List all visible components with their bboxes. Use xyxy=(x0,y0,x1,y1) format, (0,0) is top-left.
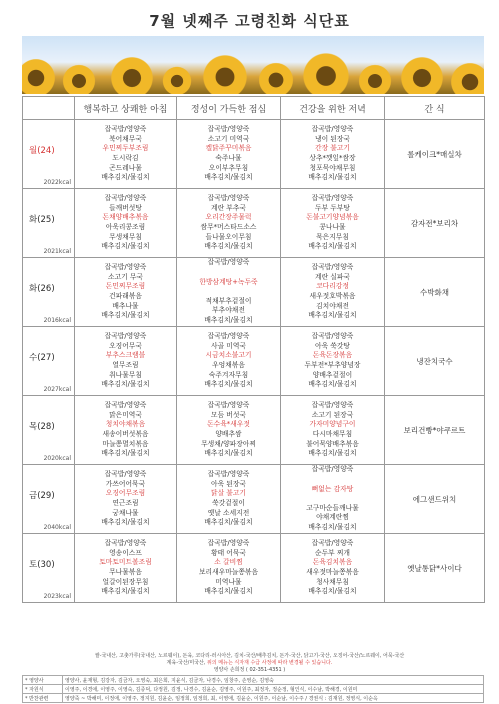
menu-item: 잡곡밥/영양죽 xyxy=(104,194,147,203)
menu-item: 배추김치/물김치 xyxy=(204,380,253,389)
menu-item: 잡곡밥/영양죽 xyxy=(311,465,354,474)
menu-item: 배추김치/물김치 xyxy=(101,587,150,596)
menu-item: 콩나나물 xyxy=(319,223,346,231)
menu-item: 소고기 미역국 xyxy=(207,134,250,143)
menu-item: 영송이스프 xyxy=(109,548,142,557)
snack-item: 에그샌드위치 xyxy=(412,494,457,504)
menu-header-row xyxy=(23,97,485,120)
menu-item: 들깨버섯탕 xyxy=(109,203,142,212)
menu-item: 잡곡밥/영양죽 xyxy=(104,263,147,272)
day-name: 월(24) xyxy=(29,146,55,156)
menu-item: 북어채무국 xyxy=(109,134,142,143)
menu-item: 우민찌두부조림 xyxy=(102,144,149,153)
menu-item: 배추김치/물김치 xyxy=(308,311,357,320)
menu-item: 잡곡밥/영양죽 xyxy=(207,470,250,479)
day-cell xyxy=(23,327,75,396)
menu-item: 닭살 불고기 xyxy=(211,489,246,498)
menu-item: 불어묵양배추볶음 xyxy=(306,439,359,448)
menu-item: 오이부추무침 xyxy=(208,163,249,172)
sunflower-image xyxy=(22,58,56,94)
menu-item: 청포묵야채무침 xyxy=(309,163,356,172)
menu-item: 뼈없는 감자탕 xyxy=(311,484,354,493)
menu-item: 황태 어묵국 xyxy=(211,548,246,557)
menu-item: 숙주나물 xyxy=(215,154,242,162)
sunflower-image xyxy=(110,56,154,94)
menu-item: 시금치소불고기 xyxy=(205,351,252,360)
menu-item: 배추김치/물김치 xyxy=(308,173,357,182)
menu-item: 배추김치/물김치 xyxy=(204,173,253,182)
menu-item: 배추김치/물김치 xyxy=(101,518,150,527)
sunflower-image xyxy=(358,64,392,94)
menu-item: 켈닭주꾸미볶음 xyxy=(205,144,252,153)
menu-item: 오징어무조림 xyxy=(105,489,146,498)
menu-item: 김치야채전 xyxy=(316,301,349,310)
day-name: 금(29) xyxy=(29,491,55,501)
menu-item: 곤드레나물 xyxy=(109,163,142,172)
menu-item: 배추김치/물김치 xyxy=(101,242,150,251)
menu-item: 아욱 쑥갓탕 xyxy=(315,341,350,350)
kcal-label: 2016kcal xyxy=(43,317,71,324)
snack-item: 옛날통닭*사이다 xyxy=(407,563,462,573)
menu-item: 잡곡밥/영양죽 xyxy=(311,401,354,410)
header-corner xyxy=(23,97,75,120)
dinner-cell xyxy=(281,534,385,603)
page-title: 7월 넷째주 고령친화 식단표 xyxy=(149,12,350,30)
lunch-cell xyxy=(177,534,281,603)
menu-item: 배추김치/물김치 xyxy=(101,380,150,389)
menu-item: 잡곡밥/영양죽 xyxy=(104,539,147,548)
menu-item: 잡곡밥/영양죽 xyxy=(207,401,250,410)
menu-item: 소 갈비찜 xyxy=(214,558,243,567)
header-lunch: 정성이 가득한 점심 xyxy=(177,97,281,120)
menu-item: 오징어무국 xyxy=(109,341,142,350)
breakfast-cell xyxy=(75,258,177,327)
staff-value: 영양사, 윤재형, 김강자, 김금자, 오영숙, 최은희, 지윤식, 김금자, 나경수, 임창주, 손영순, 김영숙 xyxy=(63,676,484,685)
breakfast-cell xyxy=(75,189,177,258)
snack-cell xyxy=(385,327,485,396)
menu-item: 사골 미역국 xyxy=(211,341,246,350)
day-row xyxy=(23,465,485,534)
menu-item: 얼갈이된장무침 xyxy=(102,577,149,586)
menu-item: 마늘쫑멸치볶음 xyxy=(102,439,149,448)
menu-item: 배추김치/물김치 xyxy=(308,587,357,596)
menu-item: 배추나물 xyxy=(112,301,139,310)
day-cell xyxy=(23,396,75,465)
snack-cell xyxy=(385,534,485,603)
menu-item: 건파래볶음 xyxy=(109,292,142,300)
menu-item: 양배추겉절이 xyxy=(312,370,353,379)
menu-item: 배추김치/물김치 xyxy=(308,449,357,458)
staff-row xyxy=(23,685,484,694)
origin-line: 쌀-국내산, 고춧가루(국내산, 노르웨이), 돈육, 코다리-러시아산, 김치-국산/배추김치, 돈가-국산, 닭고기-국산, 오징어-국산/노르웨이, 어묵-국산 xyxy=(94,653,405,659)
menu-item: 잡곡밥/영양죽 xyxy=(207,125,250,134)
header-dinner: 건강을 위한 저녁 xyxy=(281,97,385,120)
menu-item: 연근조림 xyxy=(112,499,139,507)
menu-item: 새송이버섯볶음 xyxy=(102,430,149,438)
day-cell xyxy=(23,534,75,603)
day-cell xyxy=(23,258,75,327)
menu-item: 미역나물 xyxy=(215,577,242,586)
menu-item: 돈채양배추볶음 xyxy=(102,213,149,222)
sunflower-image xyxy=(400,56,444,94)
snack-cell xyxy=(385,189,485,258)
breakfast-cell xyxy=(75,327,177,396)
kcal-label: 2023kcal xyxy=(43,593,71,600)
menu-item: 야채계란찜 xyxy=(316,513,349,522)
menu-item: 다시마채무침 xyxy=(312,430,353,438)
menu-item: 새우젓호박볶음 xyxy=(309,292,356,300)
kcal-label: 2020kcal xyxy=(43,455,71,462)
menu-item: 배추김치/물김치 xyxy=(204,587,253,596)
breakfast-cell xyxy=(75,120,177,189)
menu-item: 배추김치/물김치 xyxy=(308,242,357,251)
staff-row xyxy=(23,694,484,703)
origin-legend xyxy=(0,653,499,674)
dinner-cell xyxy=(281,120,385,189)
day-name: 수(27) xyxy=(29,353,55,363)
sunflower-image xyxy=(62,64,96,94)
dinner-cell xyxy=(281,327,385,396)
menu-item: 배추김치/물김치 xyxy=(101,173,150,182)
snack-item: 수박화채 xyxy=(420,287,449,297)
menu-item: 배추김치/물김치 xyxy=(308,522,357,531)
menu-item: 잡곡밥/영양죽 xyxy=(207,332,250,341)
sunflower-banner-image xyxy=(22,36,484,94)
staff-row xyxy=(23,676,484,685)
menu-item: 부추야채전 xyxy=(212,306,245,315)
kcal-label: 2040kcal xyxy=(43,524,71,531)
menu-item: 도시락김 xyxy=(112,154,139,162)
menu-item: 잡곡밥/영양죽 xyxy=(311,194,354,203)
menu-item: 돈수육*새우젓 xyxy=(207,420,250,429)
day-name: 화(26) xyxy=(29,284,55,294)
menu-item: 모듬 버섯국 xyxy=(211,410,246,419)
menu-item: 청치야채볶음 xyxy=(105,420,146,429)
menu-item: 돈불고기양념볶음 xyxy=(306,213,359,222)
day-name: 목(28) xyxy=(29,422,55,432)
staff-value: 영양죽 ~ 박해미, 이정애, 이영주, 정지원, 김윤순, 임정희, 임정희, 최, 이영애, 김윤순, 이원주, 이순남, 이수주 / 경권식 : 김재원, 정영식, 이순옥 xyxy=(63,694,484,703)
menu-item: 우엉채볶음 xyxy=(212,361,245,369)
menu-item: 잡곡밥/영양죽 xyxy=(311,332,354,341)
menu-item: 배추김치/물김치 xyxy=(308,380,357,389)
menu-item: 소고기 무국 xyxy=(108,272,143,281)
menu-item: 잡곡밥/영양죽 xyxy=(207,258,250,267)
dinner-cell xyxy=(281,189,385,258)
menu-item: 순두부 찌개 xyxy=(315,548,350,557)
snack-cell xyxy=(385,396,485,465)
menu-item: 새우젓마늘쫑볶음 xyxy=(306,568,359,576)
day-cell xyxy=(23,189,75,258)
menu-item: 가자미양념구이 xyxy=(309,420,356,429)
menu-item: 취나물무침 xyxy=(109,370,142,379)
menu-item: 잡곡밥/영양죽 xyxy=(207,194,250,203)
dinner-cell xyxy=(281,396,385,465)
menu-item: 부추스크램블 xyxy=(105,351,146,360)
menu-item: 토마토미트볼조림 xyxy=(99,558,152,567)
menu-item: 배추김치/물김치 xyxy=(101,449,150,458)
menu-item: 돈육김치볶음 xyxy=(312,558,353,567)
menu-item: 잡곡밥/영양죽 xyxy=(311,539,354,548)
notice-text: 위의 메뉴는 식자재 수급 사정에 따라 변경될 수 있습니다. xyxy=(207,660,333,666)
day-row xyxy=(23,534,485,603)
menu-item: 배추김치/물김치 xyxy=(204,315,253,324)
menu-item: 아욱 된장국 xyxy=(211,479,246,488)
menu-item: 옛날 소세지전 xyxy=(207,508,250,517)
dinner-cell xyxy=(281,465,385,534)
snack-item: 감자전*보리차 xyxy=(410,218,459,228)
menu-item: 적채부추겉절이 xyxy=(205,296,252,305)
menu-item: 배추김치/물김치 xyxy=(204,449,253,458)
menu-item: 계란 실파국 xyxy=(315,272,350,281)
day-row xyxy=(23,120,485,189)
kcal-label: 2022kcal xyxy=(43,179,71,186)
menu-item: 두부 두부탕 xyxy=(315,203,350,212)
staff-table xyxy=(22,675,484,703)
menu-item: 배추김치/물김치 xyxy=(204,518,253,527)
menu-item xyxy=(177,268,280,278)
snack-item: 보리건빵*야쿠르트 xyxy=(403,425,466,435)
snack-cell xyxy=(385,465,485,534)
menu-item: 아욱리콩조림 xyxy=(105,223,146,231)
menu-item: 청사채무침 xyxy=(316,577,349,586)
menu-item: 묵은지무침 xyxy=(316,232,349,241)
staff-label: * 영양사 xyxy=(23,676,63,685)
snack-item: 롤케이크*매실차 xyxy=(407,149,462,159)
menu-item: 무나물볶음 xyxy=(109,568,142,576)
menu-item: 돈육돈장볶음 xyxy=(312,351,353,360)
origin-line xyxy=(0,660,499,667)
sunflower-image xyxy=(162,66,192,94)
kcal-label: 2027kcal xyxy=(43,386,71,393)
menu-item: 들나물오이무침 xyxy=(205,232,252,241)
snack-cell xyxy=(385,258,485,327)
day-cell xyxy=(23,465,75,534)
menu-item: 냉이 된장국 xyxy=(315,134,350,143)
menu-item: 한방삼계탕+녹두죽 xyxy=(199,277,258,286)
menu-item: 배추김치/물김치 xyxy=(204,242,253,251)
day-row xyxy=(23,396,485,465)
lunch-cell xyxy=(177,120,281,189)
menu-item: 양배추쌈 xyxy=(215,430,242,438)
menu-item: 배추김치/물김치 xyxy=(101,311,150,320)
sunflower-image xyxy=(450,62,484,94)
menu-item: 소고기 된장국 xyxy=(311,410,354,419)
dietitian-contact: 영양사 손희정 ( 02-351-4351 ) xyxy=(213,667,286,673)
lunch-cell xyxy=(177,465,281,534)
lunch-cell xyxy=(177,327,281,396)
menu-table xyxy=(22,96,485,603)
lunch-cell xyxy=(177,258,281,327)
menu-item: 간장 불고기 xyxy=(315,144,350,153)
menu-item xyxy=(281,475,384,485)
menu-item: 잡곡밥/영양죽 xyxy=(104,401,147,410)
menu-item: 숙주겨자무침 xyxy=(208,370,249,379)
staff-value: 이영주, 이경애, 이영주, 이영숙, 김증덕, 다정원, 김정, 나경수, 김윤순, 김영주, 이원주, 최정자, 정순정, 형인식, 이수남, 박해경, 이원미 xyxy=(63,685,484,694)
kcal-label: 2021kcal xyxy=(43,248,71,255)
staff-label: * 자원식 xyxy=(23,685,63,694)
sunflower-image xyxy=(202,54,248,94)
breakfast-cell xyxy=(75,465,177,534)
menu-item: 쌈무*머스타드소스 xyxy=(200,223,257,231)
lunch-cell xyxy=(177,396,281,465)
day-row xyxy=(23,327,485,396)
menu-item: 두부전*부추양념장 xyxy=(304,361,361,369)
snack-item: 냉잔치국수 xyxy=(416,356,453,366)
menu-item: 잡곡밥/영양죽 xyxy=(104,332,147,341)
breakfast-cell xyxy=(75,534,177,603)
sunflower-image xyxy=(258,62,294,94)
menu-item: 열무조림 xyxy=(112,361,139,369)
menu-item: 잡곡밥/영양죽 xyxy=(311,263,354,272)
menu-item: 보리새우마늘쫑볶음 xyxy=(198,568,259,576)
day-name: 화(25) xyxy=(29,215,55,225)
menu-item: 맑은미역국 xyxy=(109,410,142,419)
sunflower-image xyxy=(302,52,350,94)
day-row xyxy=(23,189,485,258)
menu-item: 상추*깻잎*쌈장 xyxy=(309,154,356,162)
snack-cell xyxy=(385,120,485,189)
menu-item: 돈민찌무조림 xyxy=(105,282,146,291)
menu-item xyxy=(281,494,384,504)
day-cell xyxy=(23,120,75,189)
menu-item: 잡곡밥/영양죽 xyxy=(311,125,354,134)
menu-item: 잡곡밥/영양죽 xyxy=(207,539,250,548)
menu-item: 계란 부추국 xyxy=(211,203,246,212)
menu-item: 무생채/양파장아찌 xyxy=(201,439,256,448)
menu-item: 무생채무침 xyxy=(109,232,142,241)
day-name: 토(30) xyxy=(29,560,55,570)
menu-item: 쑥갓겉절이 xyxy=(212,499,245,507)
menu-item: 궁채나물 xyxy=(112,508,139,517)
lunch-cell xyxy=(177,189,281,258)
menu-item: 고구마순들깨나물 xyxy=(306,503,359,512)
breakfast-cell xyxy=(75,396,177,465)
menu-item: 잡곡밥/영양죽 xyxy=(104,125,147,134)
staff-label: * 반찬관련 xyxy=(23,694,63,703)
header-snack: 간 식 xyxy=(385,97,485,120)
origin-text: 계육-국산/미국산, xyxy=(166,660,208,666)
dinner-cell xyxy=(281,258,385,327)
menu-item: 오리간장주물럭 xyxy=(205,213,252,222)
header-breakfast: 행복하고 상쾌한 아침 xyxy=(75,97,177,120)
menu-item xyxy=(177,287,280,297)
day-row xyxy=(23,258,485,327)
menu-item: 잡곡밥/영양죽 xyxy=(104,470,147,479)
menu-item: 코다리강정 xyxy=(316,282,349,291)
menu-item: 가쓰어어묵국 xyxy=(105,479,146,488)
